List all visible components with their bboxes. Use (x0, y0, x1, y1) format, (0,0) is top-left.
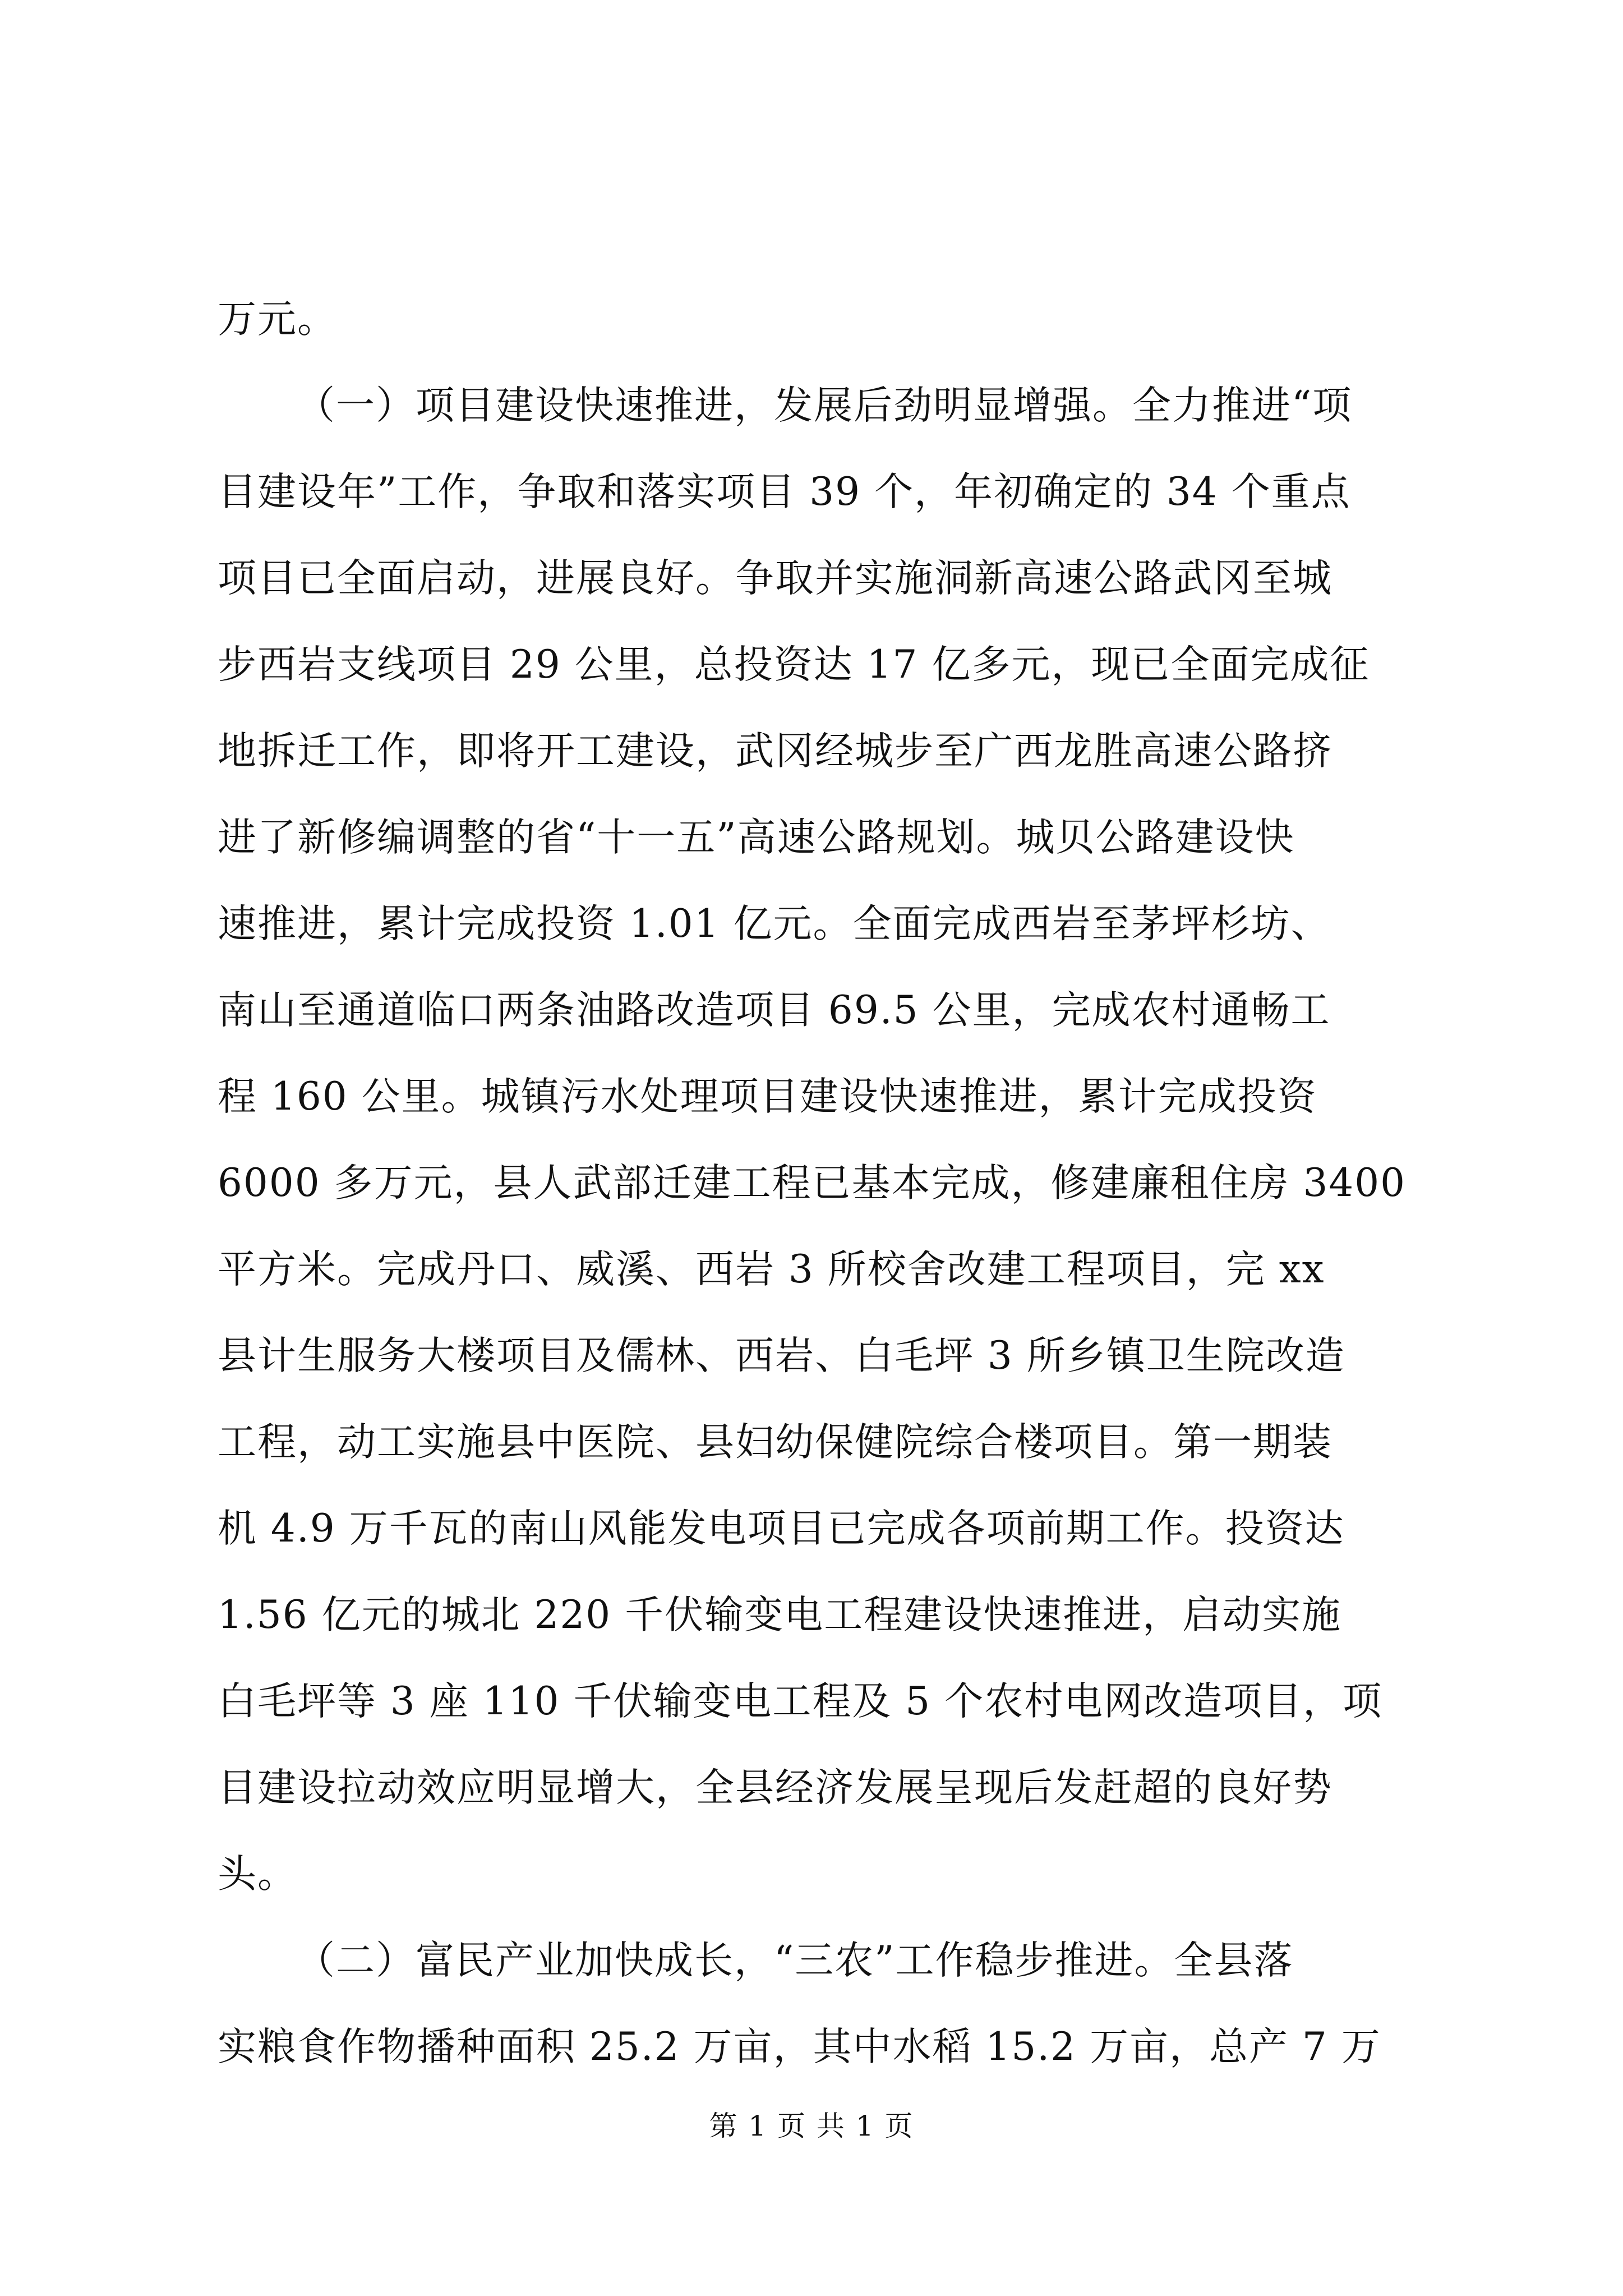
text-line: 目建设拉动效应明显增大，全县经济发展呈现后发赶超的良好势 (218, 1765, 1332, 1810)
text-line: （一）项目建设快速推进，发展后劲明显增强。全力推进“项 (296, 383, 1353, 428)
text-line: 平方米。完成丹口、威溪、西岩 3 所校舍改建工程项目，完 xx (218, 1247, 1325, 1292)
text-line: 1.56 亿元的城北 220 千伏输变电工程建设快速推进，启动实施 (218, 1593, 1342, 1637)
text-line: 目建设年”工作，争取和落实项目 39 个，年初确定的 34 个重点 (218, 470, 1351, 514)
text-line: 6000 多万元，县人武部迁建工程已基本完成，修建廉租住房 3400 (218, 1161, 1407, 1205)
text-line: 白毛坪等 3 座 110 千伏输变电工程及 5 个农村电网改造项目，项 (218, 1679, 1383, 1724)
text-line: 地拆迁工作，即将开工建设，武冈经城步至广西龙胜高速公路挤 (218, 729, 1332, 774)
text-line: 机 4.9 万千瓦的南山风能发电项目已完成各项前期工作。投资达 (218, 1506, 1345, 1551)
page-footer (0, 2106, 1623, 2146)
text-line: 万元。 (218, 297, 337, 342)
text-line: 进了新修编调整的省“十一五”高速公路规划。城贝公路建设快 (218, 815, 1295, 860)
text-line: 工程，动工实施县中医院、县妇幼保健院综合楼项目。第一期装 (218, 1420, 1332, 1465)
text-line: （二）富民产业加快成长，“三农”工作稳步推进。全县落 (296, 1938, 1294, 1983)
text-line: 头。 (218, 1852, 297, 1897)
text-line: 县计生服务大楼项目及儒林、西岩、白毛坪 3 所乡镇卫生院改造 (218, 1333, 1345, 1378)
text-line: 南山至通道临口两条油路改造项目 69.5 公里，完成农村通畅工 (218, 988, 1331, 1033)
document-body (218, 276, 1412, 2090)
text-line: 项目已全面启动，进展良好。争取并实施洞新高速公路武冈至城 (218, 556, 1332, 601)
text-line: 程 160 公里。城镇污水处理项目建设快速推进，累计完成投资 (218, 1074, 1317, 1119)
page-number-label: 第 1 页 共 1 页 (709, 2110, 914, 2142)
text-line: 步西岩支线项目 29 公里，总投资达 17 亿多元，现已全面完成征 (218, 642, 1370, 687)
text-line: 实粮食作物播种面积 25.2 万亩，其中水稻 15.2 万亩，总产 7 万 (218, 2024, 1381, 2069)
text-line: 速推进，累计完成投资 1.01 亿元。全面完成西岩至茅坪杉坊、 (218, 901, 1331, 946)
